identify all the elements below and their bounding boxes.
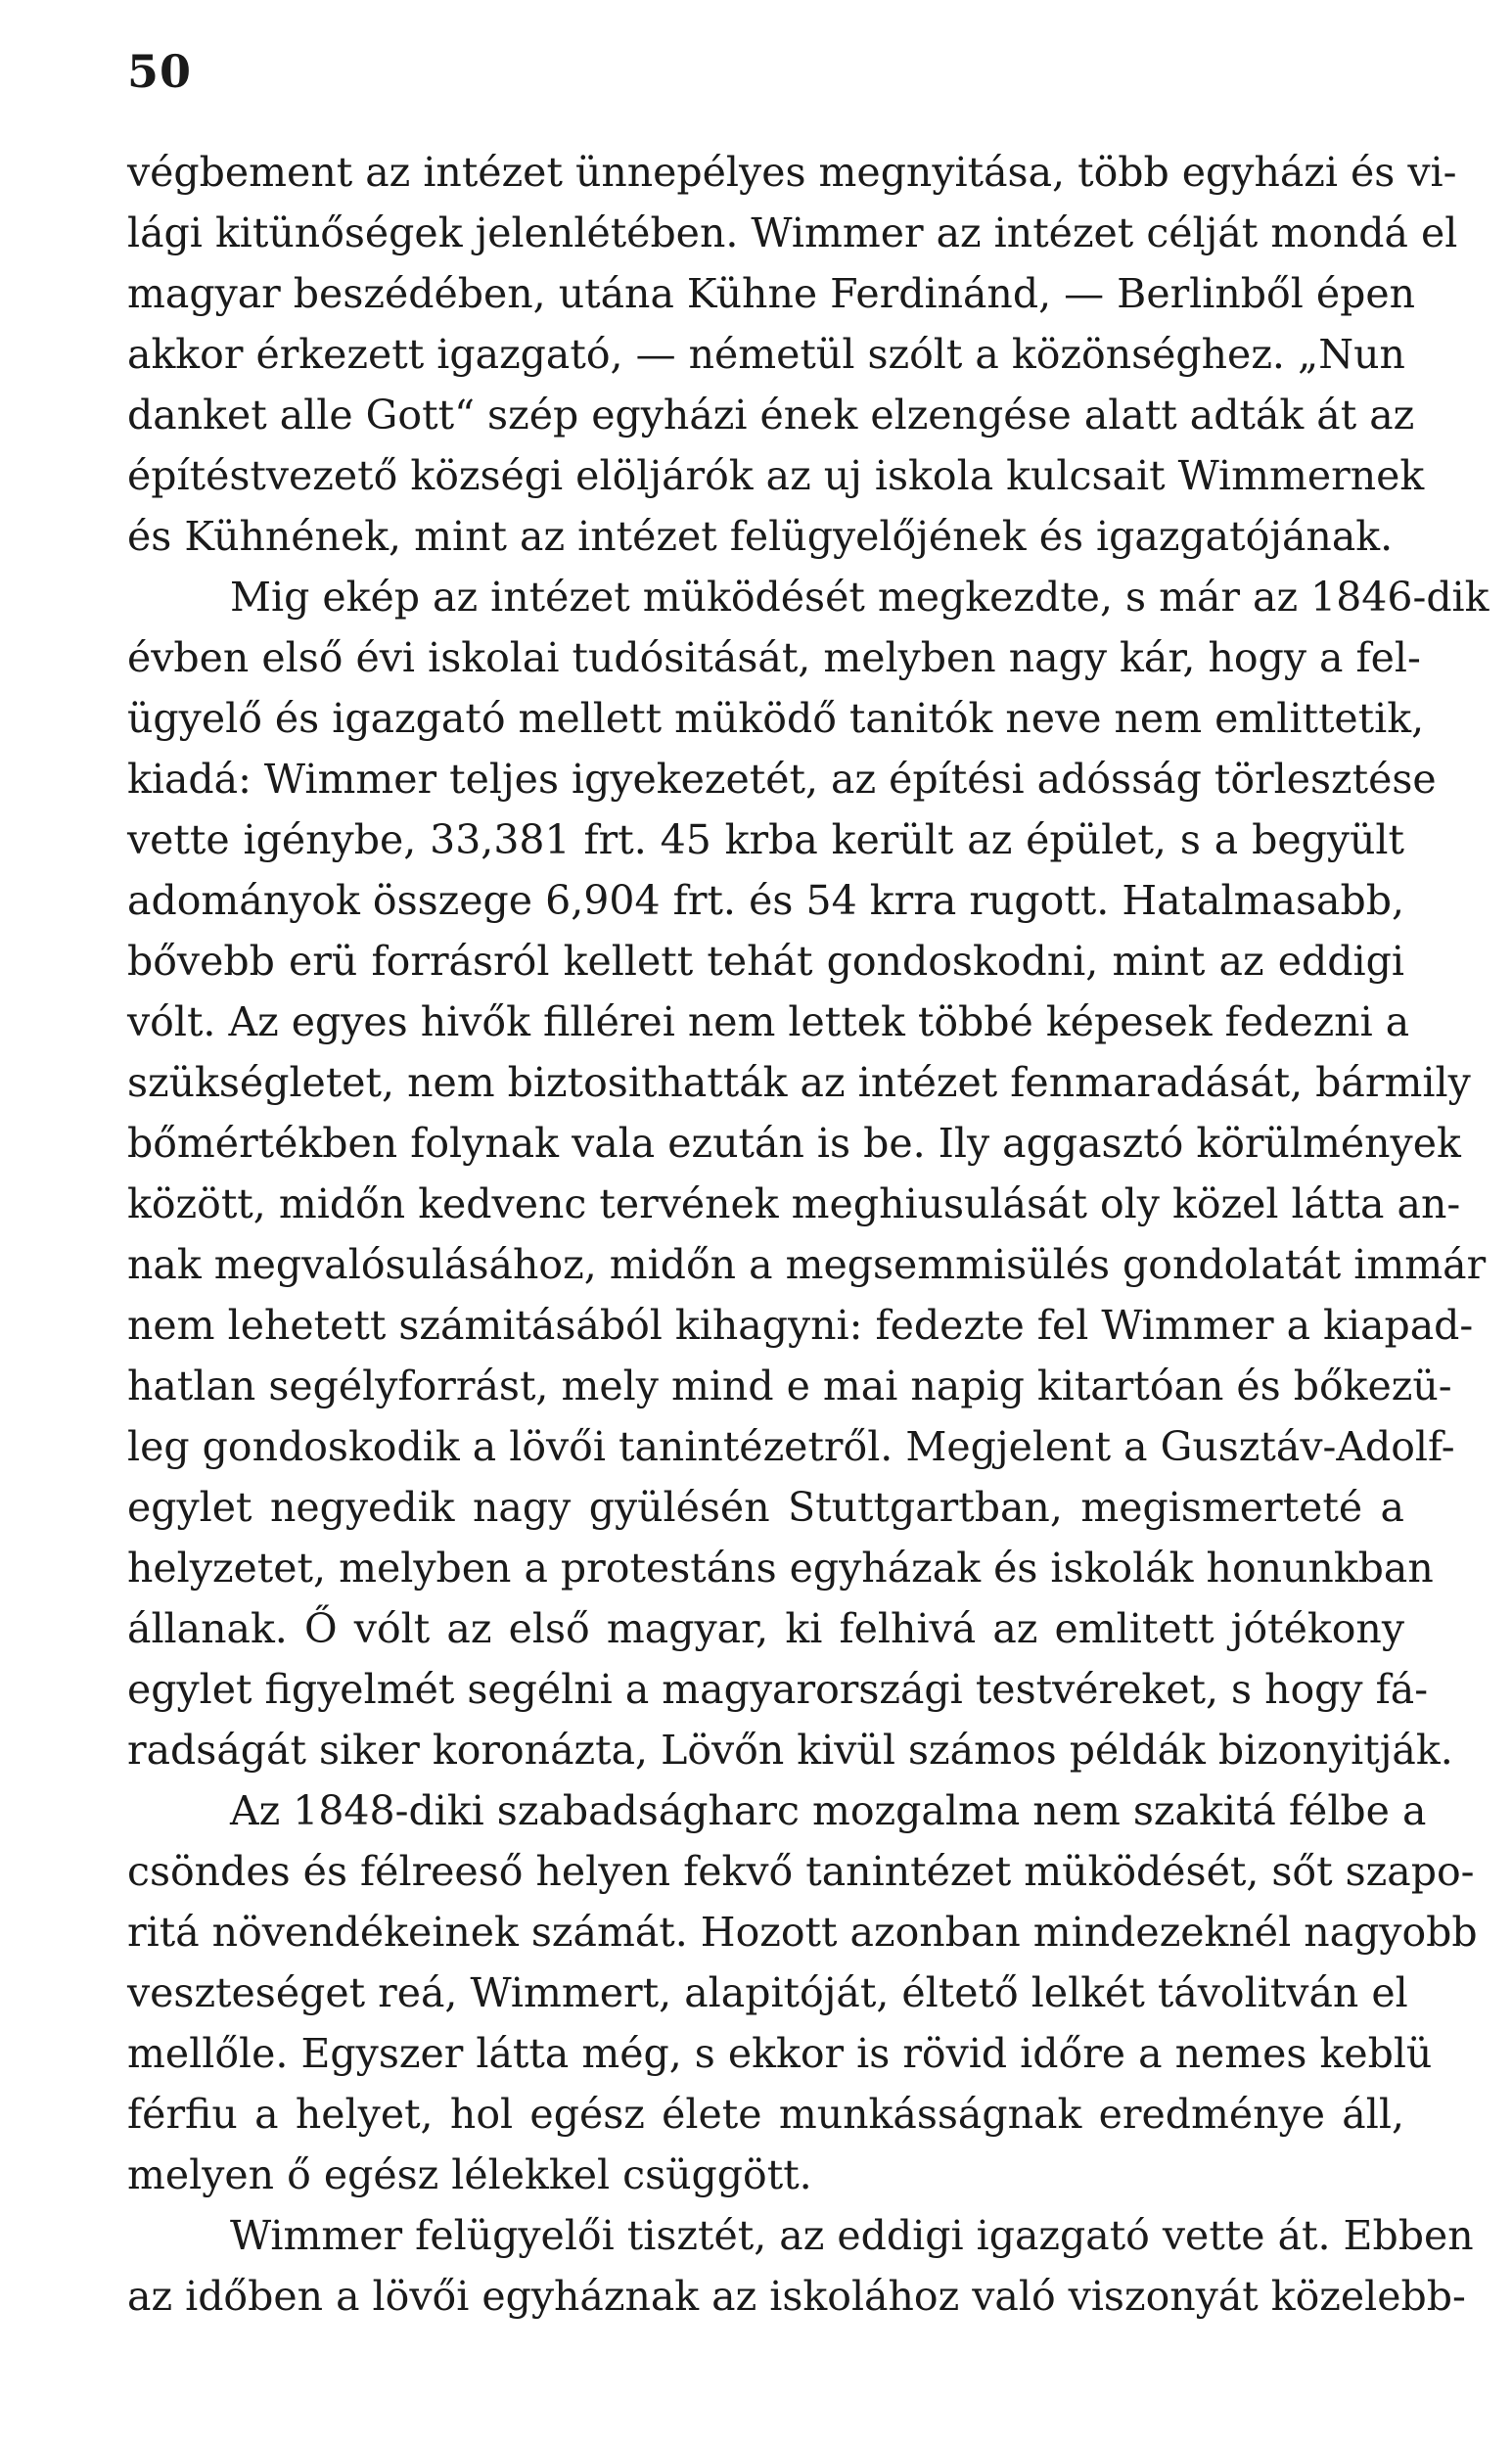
text-line: szükségletet, nem biztosithatták az intézet fenmaradását, bármily [127,1059,1471,1106]
text-line: danket alle Gott“ szép egyházi ének elzengése alatt adták át az [127,392,1415,439]
text-line: akkor érkezett igazgató, — németül szólt a közönséghez. „Nun [127,331,1405,378]
text-line: leg gondoskodik a lövői tanintézetről. Megjelent a Gusztáv-Adolf- [127,1423,1455,1470]
text-line: hatlan segélyforrást, mely mind e mai napig kitartóan és bőkezü- [127,1362,1452,1409]
body-text [127,142,1489,2327]
text-line: nem lehetett számitásából kihagyni: fedezte fel Wimmer a kiapad- [127,1302,1474,1349]
text-line: vólt. Az egyes hivők fillérei nem lettek többé képesek fedezni a [127,998,1410,1045]
text-line: Az 1848-diki szabadságharc mozgalma nem szakitá félbe a [230,1787,1427,1834]
text-line: ügyelő és igazgató mellett müködő tanitók neve nem emlittetik, [127,695,1425,742]
text-line: magyar beszédében, utána Kühne Ferdinánd, — Berlinből épen [127,270,1416,317]
text-line: építéstvezető községi elöljárók az uj iskola kulcsait Wimmernek [127,452,1425,499]
text-line: állanak. Ő vólt az első magyar, ki felhivá az emlitett jótékony [127,1605,1404,1652]
text-line: férfiu a helyet, hol egész élete munkásságnak eredménye áll, [127,2091,1404,2138]
text-line: egylet negyedik nagy gyülésén Stuttgartban, megismerteté a [127,1484,1404,1531]
text-line: egylet figyelmét segélni a magyarországi testvéreket, s hogy fá- [127,1666,1429,1713]
text-line: között, midőn kedvenc tervének meghiusulását oly közel látta an- [127,1180,1461,1227]
text-line: kiadá: Wimmer teljes igyekezetét, az építési adósság törlesztése [127,756,1437,803]
text-line: adományok összege 6,904 frt. és 54 krra rugott. Hatalmasabb, [127,877,1404,924]
text-line: csöndes és félreeső helyen fekvő tanintézet müködését, sőt szapo- [127,1848,1475,1895]
text-line: Wimmer felügyelői tisztét, az eddigi igazgató vette át. Ebben [230,2212,1474,2259]
text-line: vette igénybe, 33,381 frt. 45 krba került az épület, s a begyült [127,816,1404,863]
text-line: veszteséget reá, Wimmert, alapitóját, éltető lelkét távolitván el [127,1969,1408,2016]
text-line: végbement az intézet ünnepélyes megnyitása, több egyházi és vi- [127,149,1457,196]
text-line: és Kühnének, mint az intézet felügyelőjének és igazgatójának. [127,513,1394,560]
text-line: bővebb erü forrásról kellett tehát gondoskodni, mint az eddigi [127,938,1404,985]
text-line: az időben a lövői egyháznak az iskolához való viszonyát közelebb- [127,2273,1466,2320]
text-line: bőmértékben folynak vala ezután is be. Ily aggasztó körülmények [127,1120,1461,1167]
page-number: 50 [127,45,193,98]
text-line: ritá növendékeinek számát. Hozott azonban mindezeknél nagyobb [127,1909,1478,1956]
text-line: melyen ő egész lélekkel csüggött. [127,2151,812,2198]
text-line: évben első évi iskolai tudósitását, melyben nagy kár, hogy a fel- [127,634,1421,681]
text-line: lági kitünőségek jelenlétében. Wimmer az intézet célját mondá el [127,209,1458,256]
text-line: nak megvalósulásához, midőn a megsemmisülés gondolatát immár [127,1241,1487,1288]
text-line: radságát siker koronázta, Lövőn kivül számos példák bizonyitják. [127,1727,1453,1774]
text-line: Mig ekép az intézet müködését megkezdte, s már az 1846-dik [230,574,1489,621]
text-line: mellőle. Egyszer látta még, s ekkor is rövid időre a nemes keblü [127,2030,1433,2077]
text-line: helyzetet, melyben a protestáns egyházak és iskolák honunkban [127,1545,1434,1592]
